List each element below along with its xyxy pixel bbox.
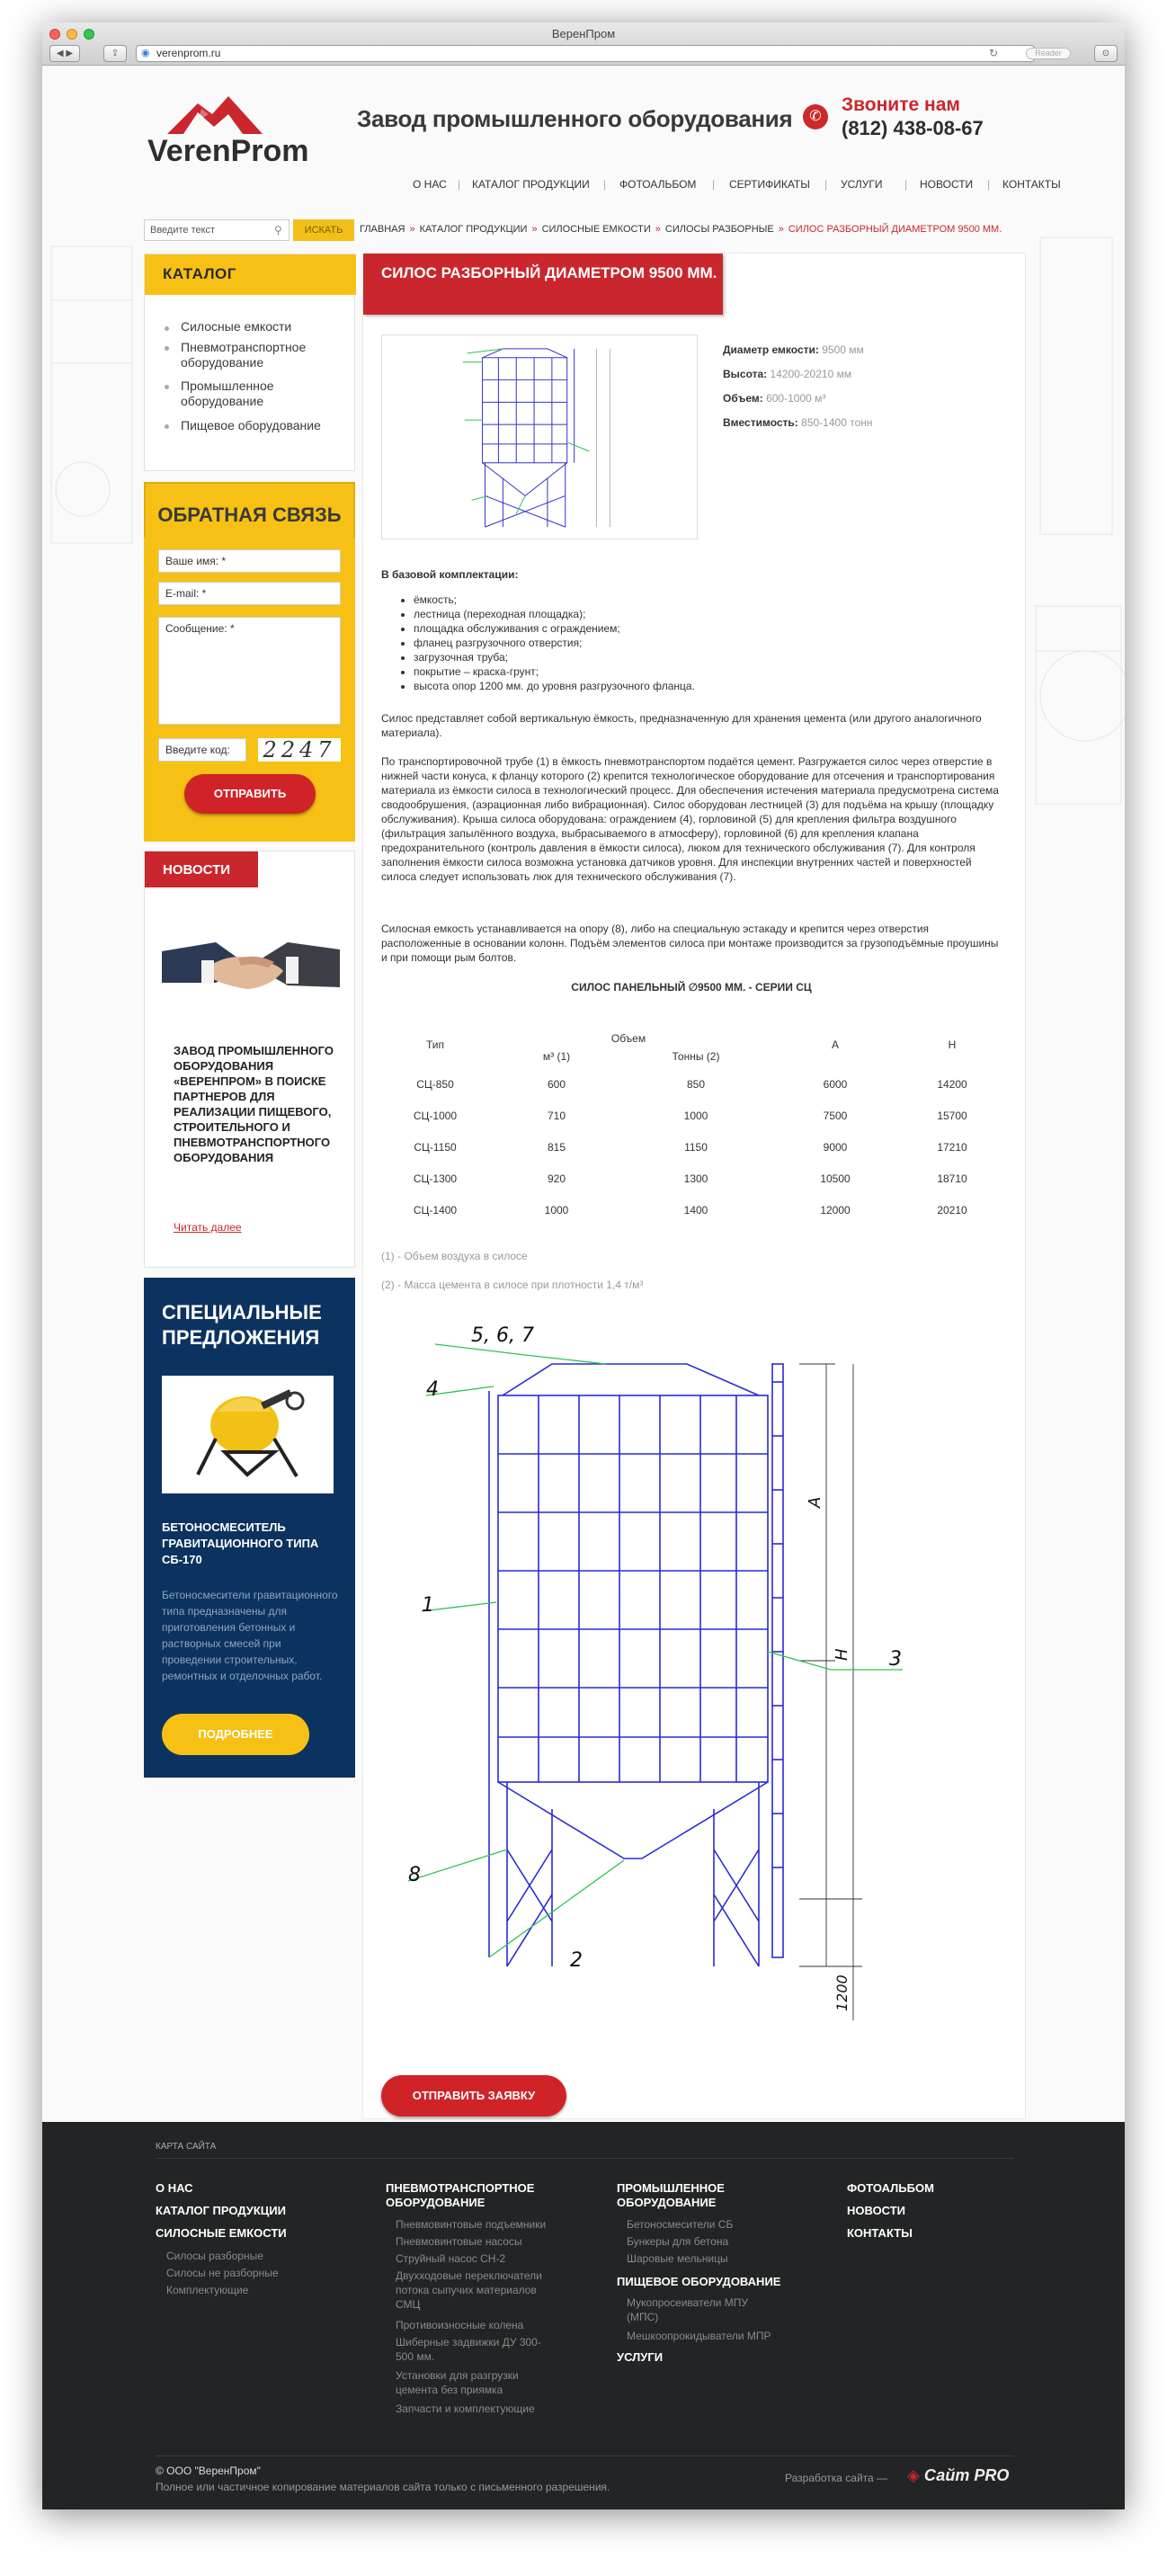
table-cell: 17210 [937,1140,967,1154]
table-row [381,1100,1002,1131]
call-label: Звоните нам [842,94,960,115]
table-cell: 12000 [820,1203,851,1217]
concrete-mixer-image[interactable] [162,1376,334,1493]
footer-link-silo-tanks[interactable]: СИЛОСНЫЕ ЕМКОСТИ [156,2226,287,2240]
table-cell: 815 [547,1140,566,1154]
table-cell: 1300 [683,1172,708,1185]
offers-title: СПЕЦИАЛЬНЫЕ ПРЕДЛОЖЕНИЯ [162,1301,322,1349]
offer-description: Бетоносмесители гравитационного типа предназначены для приготовления бетонных и растворных смесей при проведении строительных, ремонтных и отделочных работ. [162,1589,338,1682]
nav-separator: | [987,178,991,191]
bullet-icon [165,385,169,389]
list-item: • покрытие – краска-грунт; [414,664,1002,679]
feedback-send-button[interactable]: ОТПРАВИТЬ [184,774,316,814]
list-item: • фланец разгрузочного отверстия; [414,636,1002,650]
table-cell: СЦ-1400 [413,1203,458,1217]
breadcrumb-arrow-icon: » [778,224,784,235]
special-offers-panel [144,1278,355,1778]
spec-capacity [723,416,873,429]
table-header-row [381,1021,1002,1045]
handshake-image [162,915,340,1014]
footer-sublink[interactable]: Двухходовые переключатели потока сыпучих материалов СМЦ [396,2269,542,2311]
description-paragraph-2: По транспортировочной трубе (1) в ёмкость пневмотранспортом подаётся цемент. Разгружается силос через отверстие в нижней части конуса, к фланцу которого (2) крепится технологическое оборудование для отсечения и транспортирования материала из ёмкости силоса в технологический процесс. Для обеспечения истечения материала предусмотрена система сводообрушения, (аэрационная либо вибрационная). Силос оборудован лестницей (3) для подъёма на крышу (площадку обслуживания). Крыша силоса оборудована: ограждением (4), горловиной (5) для крепления фильтра воздушного (фильтрация запылённого воздуха, выбрасываемого в атмосферу), горловиной (6) для крепления клапана предохранительного (контроль давления в ёмкости силоса), люком для технического обслуживания (7). Для контроля заполнения ёмкости силоса возможна установка датчиков уровня. Для инспекции внутренних частей и поверхностей силоса следует использовать люк для технического обслуживания (7). [381,755,999,883]
back-forward-buttons[interactable] [49,45,80,62]
basic-config-heading: В базовой комплектации: [381,568,519,581]
breadcrumb-arrow-icon: » [655,224,661,235]
spec-label: Диаметр емкости: [723,343,819,356]
breadcrumb-arrow-icon: » [409,224,415,235]
header-volume: Объем [610,1032,646,1045]
spec-label: Объем: [723,392,763,405]
header-tons: Тонны (2) [672,1050,720,1063]
nav-separator: | [603,178,607,191]
site-title: Завод промышленного оборудования [357,105,793,132]
breadcrumb-arrow-icon: » [531,224,538,235]
table-cell: 1400 [683,1203,708,1217]
footer-sublink[interactable]: Мешкоопрокидыватели МПР [627,2330,771,2342]
table-cell: СЦ-1300 [413,1172,458,1185]
nav-contacts[interactable]: КОНТАКТЫ [1002,178,1061,191]
captcha-field[interactable]: Введите код: [158,738,246,762]
table-row [381,1068,1002,1100]
table-cell: СЦ-1150 [414,1140,457,1154]
spec-value: 9500 мм [822,343,864,356]
offer-title[interactable]: БЕТОНОСМЕСИТЕЛЬ ГРАВИТАЦИОННОГО ТИПА СБ-170 [162,1520,319,1566]
silo-technical-drawing[interactable] [381,1310,984,2020]
footer-link-news[interactable]: НОВОСТИ [847,2204,906,2217]
spec-label: Вместимость: [723,416,798,429]
download-icon: ⊙ [1101,49,1110,58]
news-item-title[interactable]: ЗАВОД ПРОМЫШЛЕННОГО ОБОРУДОВАНИЯ «ВЕРЕНПРОМ» В ПОИСКЕ ПАРТНЕРОВ ДЛЯ РЕАЛИЗАЦИИ ПИЩЕВОГО, СТРОИТЕЛЬНОГО И ПНЕВМОТРАНСПОРТНОГО ОБОРУДОВАНИЯ [174,1044,334,1164]
captcha-image: 2247 [258,738,341,762]
silo-series-table [381,1021,1002,1226]
header-m3: м³ (1) [542,1050,571,1063]
address-bar[interactable] [136,45,1035,62]
table-cell: 600 [547,1077,566,1091]
nav-photoalbum[interactable]: ФОТОАЛЬБОМ [619,178,697,191]
catalog-panel [144,254,355,471]
footer-link-food[interactable]: ПИЩЕВОЕ ОБОРУДОВАНИЕ [617,2275,781,2288]
table-cell: 1150 [684,1140,708,1154]
table-cell: 850 [686,1077,706,1091]
drawing-label-3: 3 [889,1648,902,1671]
news-title: НОВОСТИ [145,851,258,887]
copyright: © ООО "ВеренПром" [156,2465,261,2477]
developer-name: Сайт PRO [923,2466,1010,2484]
nav-catalog[interactable]: КАТАЛОГ ПРОДУКЦИИ [472,178,590,191]
catalog-title: КАТАЛОГ [145,254,356,295]
browser-window [42,22,1125,2509]
spec-diameter [723,343,864,356]
drawing-label-4: 4 [426,1378,439,1401]
breadcrumb-current: СИЛОС РАЗБОРНЫЙ ДИАМЕТРОМ 9500 ММ. [788,224,1002,235]
catalog-item-food[interactable]: Пищевое оборудование [181,418,321,432]
svg-text:VerenProm: VerenProm [147,134,309,168]
footer [42,2122,1125,2509]
silo-thumbnail-image[interactable] [381,334,698,539]
spec-volume [723,392,825,405]
address-text: verenprom.ru [156,47,221,59]
breadcrumb-catalog[interactable]: КАТАЛОГ ПРОДУКЦИИ [419,224,528,235]
breadcrumb-silo-tanks[interactable]: СИЛОСНЫЕ ЕМКОСТИ [541,224,651,235]
search-icon: ⚲ [274,224,282,236]
footer-link-about[interactable]: О НАС [156,2181,193,2195]
catalog-item-pneumatic[interactable]: Пневмотранспортное оборудование [181,340,307,370]
reader-button[interactable]: Reader [1026,48,1071,59]
drawing-label-h: H [833,1648,851,1661]
email-field[interactable]: E-mail: * [158,582,341,605]
footer-sublink[interactable]: Запчасти и комплектующие [396,2402,535,2415]
footer-sublink[interactable]: Силосы разборные [166,2250,263,2262]
spec-value: 14200-20210 мм [770,368,852,380]
footer-sublink[interactable]: Комплектующие [166,2284,249,2296]
search-input[interactable]: Введите текст [144,219,290,241]
catalog-item-industrial[interactable]: Промышленное оборудование [181,379,274,408]
verenprom-logo[interactable] [147,87,316,177]
footer-sublink[interactable]: Струйный насос СН-2 [396,2252,506,2265]
table-row [381,1131,1002,1163]
name-field[interactable]: Ваше имя: * [158,549,341,573]
sitemap-label[interactable]: КАРТА САЙТА [156,2142,217,2152]
footer-divider [156,2158,1014,2159]
table-cell: 20210 [937,1203,967,1217]
spec-label: Высота: [723,368,768,380]
drawing-label-8: 8 [408,1864,421,1886]
message-field[interactable]: Сообщение: * [158,617,341,725]
footer-link-photoalbum[interactable]: ФОТОАЛЬБОМ [847,2181,934,2195]
drawing-label-1200: 1200 [833,1974,851,2011]
table-cell: 15700 [937,1109,967,1122]
table-cell: 710 [547,1109,566,1122]
header-h: H [948,1038,957,1051]
copy-notice: Полное или частичное копирование материалов сайта только с письменного разрешения. [156,2481,610,2493]
footer-sublink[interactable]: Пневмовинтовые насосы [396,2235,522,2248]
globe-icon: ◉ [141,48,150,58]
developer-logo-icon: ◈ [907,2466,920,2484]
reload-icon[interactable]: ↻ [988,47,998,59]
basic-config-list [399,593,1002,693]
footnote-1: (1) - Объем воздуха в силосе [381,1250,528,1262]
footer-link-pneumatic[interactable]: ПНЕВМОТРАНСПОРТНОЕ ОБОРУДОВАНИЕ [386,2181,535,2209]
footer-sublink[interactable]: Пневмовинтовые подъемники [396,2218,547,2231]
breadcrumb-home[interactable]: ГЛАВНАЯ [360,224,405,235]
phone-icon: ✆ [803,104,828,129]
table-row [381,1194,1002,1226]
header-type: Тип [425,1038,444,1051]
search-button[interactable]: ИСКАТЬ [293,219,354,241]
send-request-button[interactable]: ОТПРАВИТЬ ЗАЯВКУ [381,2075,566,2117]
table-cell: 920 [547,1172,566,1185]
header-a: A [831,1038,839,1051]
footer-sublink[interactable]: Шаровые мельницы [627,2252,728,2265]
nav-separator: | [712,178,716,191]
table-cell: 1000 [544,1203,569,1217]
developer-logo[interactable] [907,2466,1009,2485]
footer-sublink[interactable]: Мукопросеиватели МПУ (МПС) [627,2296,748,2323]
footer-sublink[interactable]: Силосы не разборные [166,2267,279,2279]
drawing-label-a: A [806,1496,824,1508]
catalog-item-silo-tanks[interactable]: Силосные емкости [181,319,292,334]
description-paragraph-1: Силос представляет собой вертикальную ёмкость, предназначенную для хранения цемента (или другого аналогичного материала). [381,712,982,739]
forward-icon[interactable]: ▶ [66,49,74,58]
phone-number[interactable]: (812) 438-08-67 [842,117,984,139]
bullet-icon [165,346,169,351]
list-item: • ёмкость; [414,593,1002,607]
window-title: ВеренПром [551,27,616,40]
news-panel [144,851,355,1268]
table-cell: 1000 [683,1109,708,1122]
table-cell: 6000 [823,1077,848,1091]
share-icon: ⇪ [111,49,120,58]
table-title: СИЛОС ПАНЕЛЬНЫЙ ∅9500 ММ. - СЕРИИ СЦ [571,981,812,994]
more-details-button[interactable]: ПОДРОБНЕЕ [162,1714,309,1755]
breadcrumb-collapsible-silos[interactable]: СИЛОСЫ РАЗБОРНЫЕ [664,224,774,235]
nav-about[interactable]: О НАС [413,178,447,191]
table-cell: СЦ-1000 [413,1109,458,1122]
table-cell: 18710 [937,1172,967,1185]
list-item: • лестница (переходная площадка); [414,607,1002,621]
feedback-form [144,482,355,842]
nav-news[interactable]: НОВОСТИ [920,178,974,191]
main-content [362,253,1026,2119]
nav-separator: | [824,178,828,191]
spec-height [723,368,851,380]
footer-sublink[interactable]: Шиберные задвижки ДУ 300-500 мм. [396,2336,541,2363]
footer-sublink[interactable]: Установки для разгрузки цемента без приямка [396,2369,519,2396]
footer-link-contacts[interactable]: КОНТАКТЫ [847,2226,913,2240]
description-paragraph-3: Силосная емкость устанавливается на опору (8), либо на специальную эстакаду и крепится через отверстия расположенные в основании колонн. Подъём элементов силоса при монтаже производится за грузоподъёмные проушины и при помощи рым болтов. [381,923,999,964]
footer-sublink[interactable]: Противоизносные колена [396,2319,524,2331]
bullet-icon [165,424,169,429]
list-item: • высота опор 1200 мм. до уровня разгрузочного фланца. [414,679,1002,693]
list-item: • площадка обслуживания с ограждением; [414,621,1002,636]
footer-link-catalog[interactable]: КАТАЛОГ ПРОДУКЦИИ [156,2204,286,2217]
read-more-link[interactable]: Читать далее [174,1221,242,1234]
spec-value: 600-1000 м³ [766,392,826,405]
feedback-title: ОБРАТНАЯ СВЯЗЬ [144,482,355,538]
browser-titlebar [42,22,1125,66]
table-cell: 9000 [823,1140,848,1154]
web-page [42,67,1125,2509]
developer-label: Разработка сайта — [785,2472,888,2484]
footer-link-industrial[interactable]: ПРОМЫШЛЕННОЕ ОБОРУДОВАНИЕ [617,2181,725,2209]
footnote-2: (2) - Масса цемента в силосе при плотности 1,4 т/м³ [381,1279,644,1291]
back-icon[interactable]: ◀ [56,49,64,58]
bullet-icon [165,326,169,331]
nav-certificates[interactable]: СЕРТИФИКАТЫ [729,178,810,191]
list-item: • загрузочная труба; [414,650,1002,664]
share-button[interactable] [103,45,127,62]
table-cell: СЦ-850 [416,1077,454,1091]
nav-services[interactable]: УСЛУГИ [841,178,883,191]
top-navigation [362,178,1061,194]
breadcrumb [360,224,1002,235]
drawing-label-2: 2 [570,1949,583,1972]
table-cell: 14200 [937,1077,967,1091]
nav-separator: | [904,178,908,191]
table-cell: 10500 [820,1172,851,1185]
footer-link-services[interactable]: УСЛУГИ [617,2350,664,2364]
drawing-label-5-6-7: 5, 6, 7 [471,1324,534,1347]
downloads-button[interactable] [1094,45,1118,62]
drawing-label-1: 1 [422,1594,434,1617]
footer-sublink[interactable]: Бетоносмесители СБ [627,2218,734,2231]
page-title: СИЛОС РАЗБОРНЫЙ ДИАМЕТРОМ 9500 ММ. [363,254,723,315]
nav-separator: | [458,178,461,191]
spec-value: 850-1400 тонн [801,416,873,429]
table-row [381,1163,1002,1194]
footer-sublink[interactable]: Бункеры для бетона [627,2235,729,2248]
table-cell: 7500 [823,1109,848,1122]
